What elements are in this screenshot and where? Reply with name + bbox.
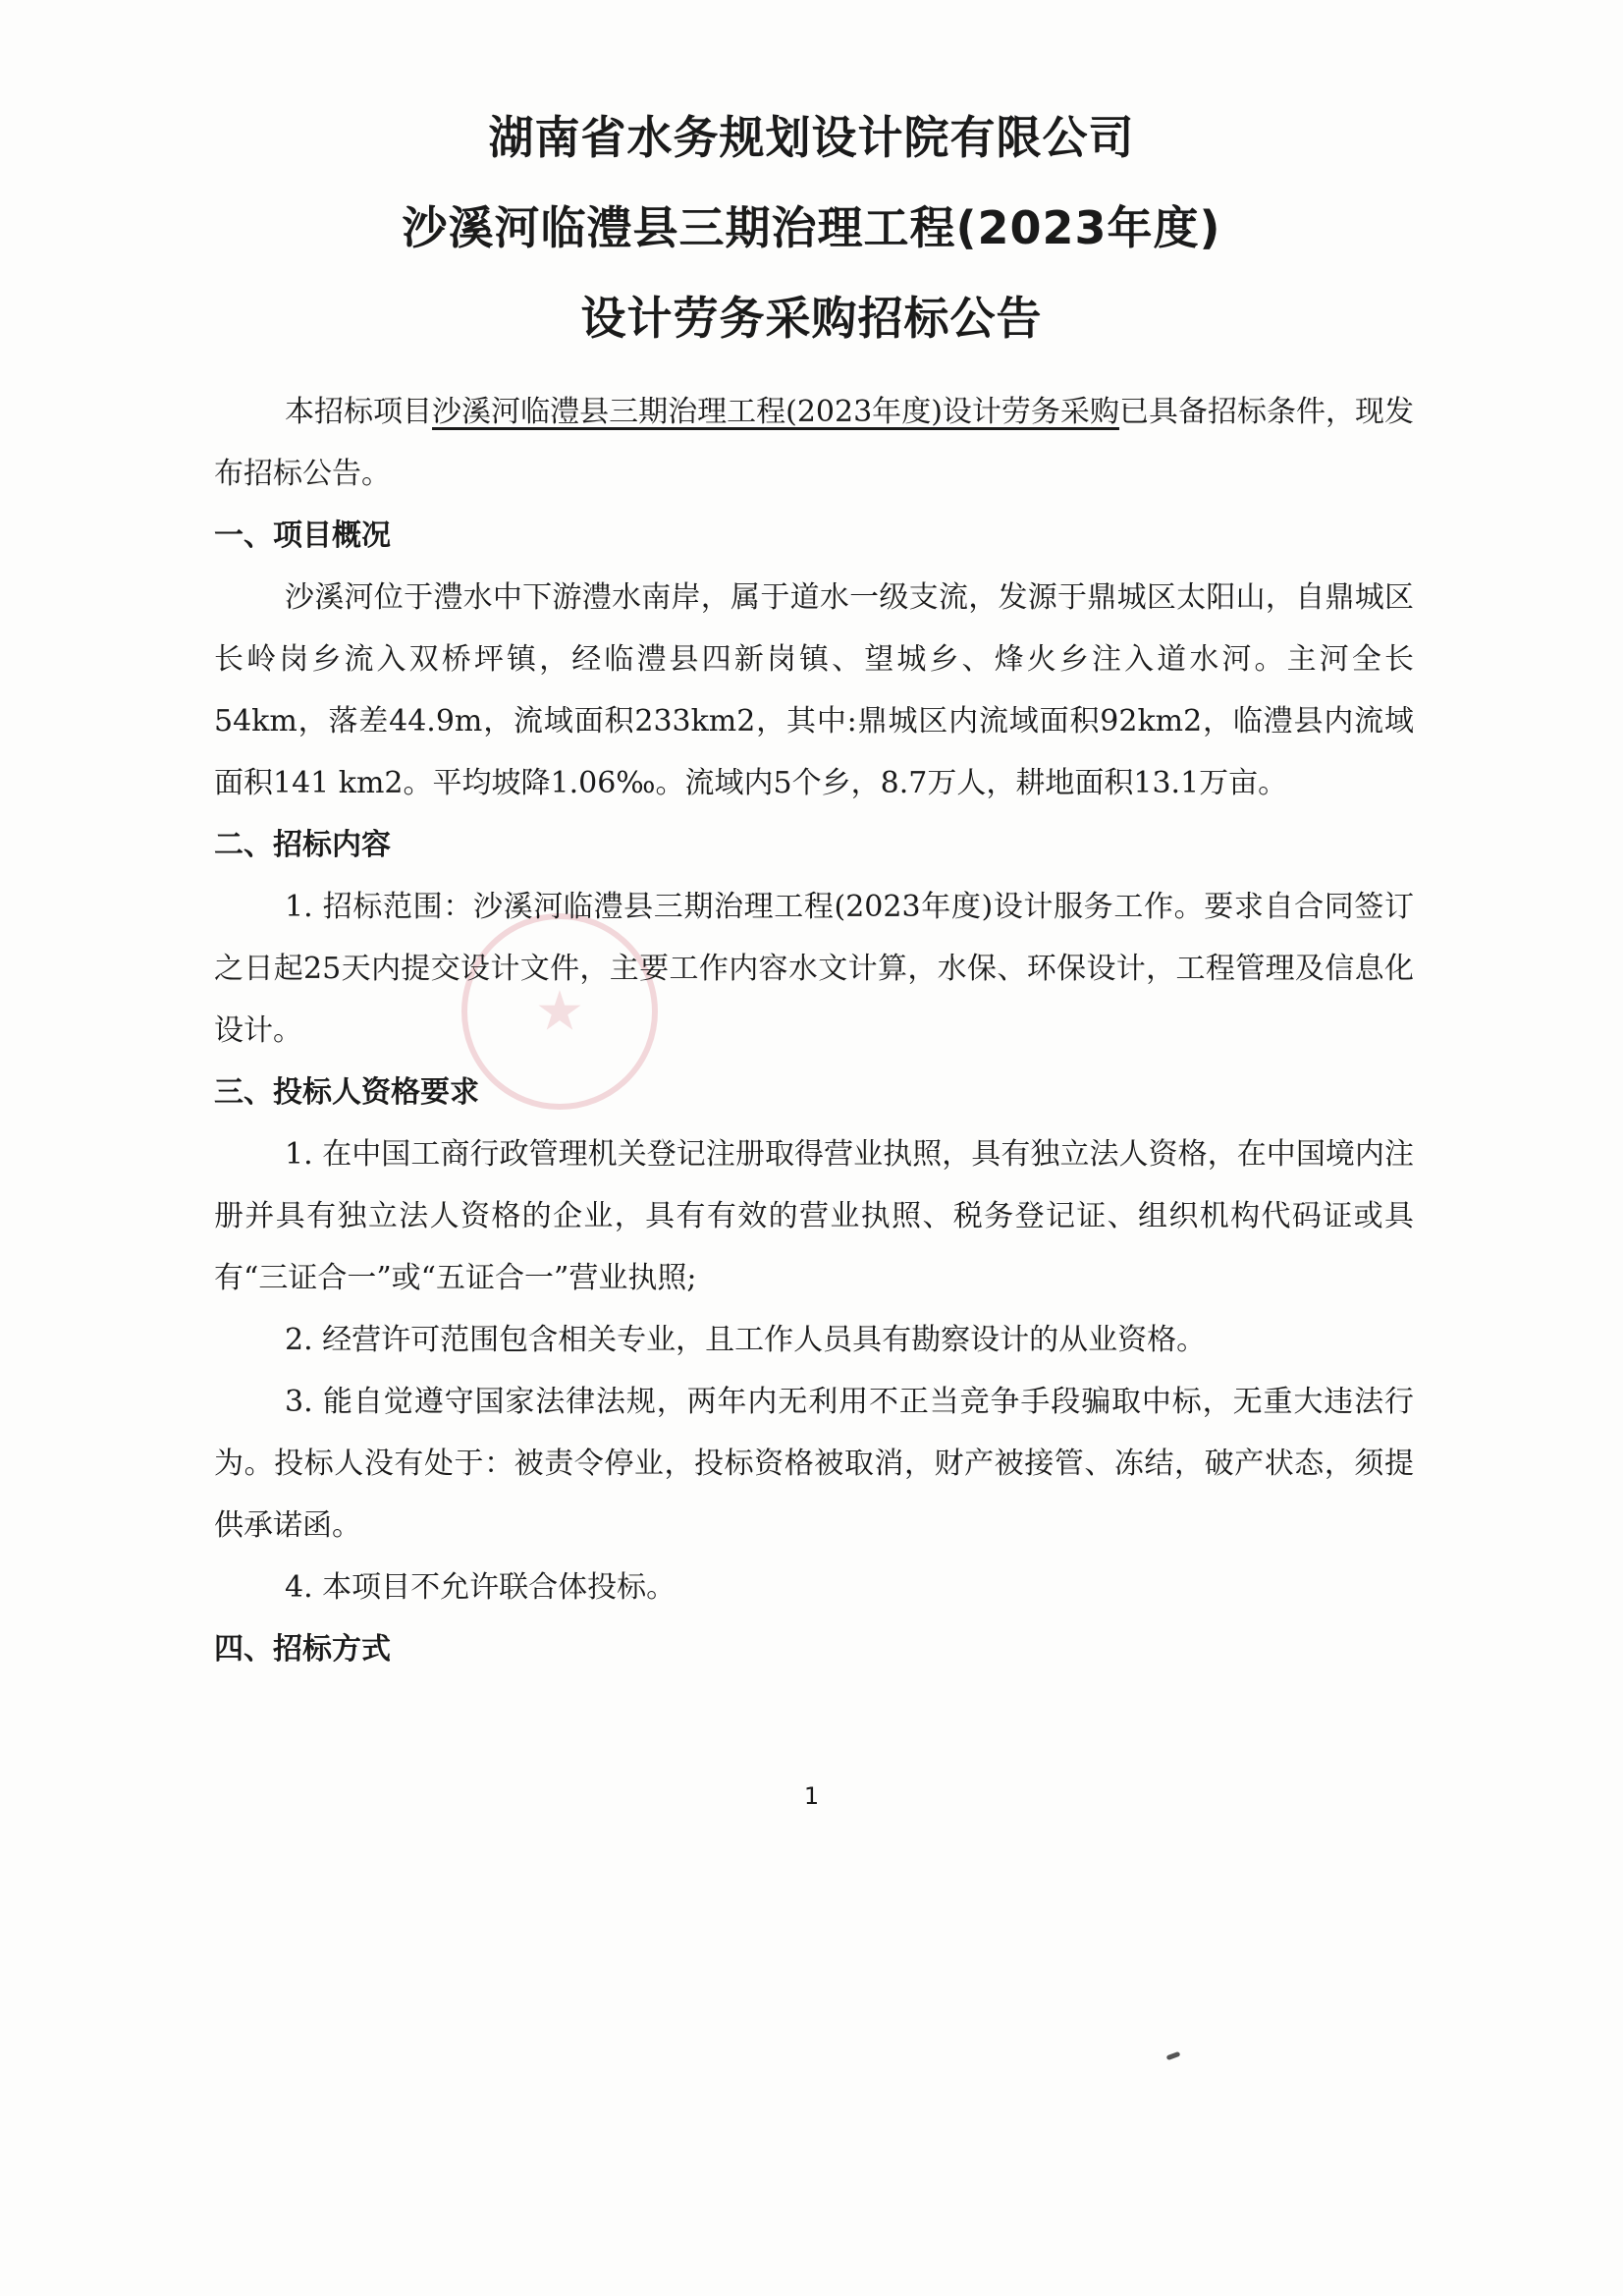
- title-company: 湖南省水务规划设计院有限公司: [488, 111, 1135, 164]
- seal-star-icon: ★: [534, 979, 585, 1044]
- section-heading-tender-method: 四、招标方式: [214, 1632, 391, 1667]
- section-heading-qualifications: 三、投标人资格要求: [214, 1075, 479, 1110]
- overview-paragraph: 沙溪河位于澧水中下游澧水南岸，属于道水一级支流，发源于鼎城区太阳山，自鼎城区长岭岗乡流入双桥坪镇，经临澧县四新岗镇、望城乡、烽火乡注入道水河。主河全长54km，落差44.9m，流域面积233km2，其中:鼎城区内流域面积92km2，临澧县内流域面积141 km2。平均坡降1.06‰。流域内5个乡，8.7万人，耕地面积13.1万亩。: [214, 580, 1414, 800]
- qualification-item-4: 4. 本项目不允许联合体投标。: [285, 1570, 676, 1605]
- section-heading-tender-content: 二、招标内容: [214, 828, 391, 862]
- tender-content-item-1: 1. 招标范围：沙溪河临澧县三期治理工程(2023年度)设计服务工作。要求自合同签订之日起25天内提交设计文件，主要工作内容水文计算，水保、环保设计，工程管理及信息化设计。: [214, 890, 1414, 1048]
- title-notice: 设计劳务采购招标公告: [580, 292, 1043, 345]
- intro-paragraph: [214, 381, 1414, 505]
- qualification-item-1: 1. 在中国工商行政管理机关登记注册取得营业执照，具有独立法人资格，在中国境内注册并具有独立法人资格的企业，具有有效的营业执照、税务登记证、组织机构代码证或具有“三证合一”或“五证合一”营业执照;: [214, 1137, 1414, 1295]
- title-project: 沙溪河临澧县三期治理工程(2023年度): [402, 201, 1221, 254]
- title-block: [0, 98, 1623, 369]
- scan-speck: [1166, 2051, 1181, 2060]
- page-number: 1: [803, 1782, 820, 1810]
- document-body: [214, 381, 1414, 1680]
- intro-prefix: 本招标项目: [285, 395, 433, 429]
- section-heading-overview: 一、项目概况: [214, 519, 391, 553]
- qualification-item-3: 3. 能自觉遵守国家法律法规，两年内无利用不正当竞争手段骗取中标，无重大违法行为。投标人没有处于：被责令停业，投标资格被取消，财产被接管、冻结，破产状态，须提供承诺函。: [214, 1385, 1414, 1543]
- qualification-item-2: 2. 经营许可范围包含相关专业，且工作人员具有勘察设计的从业资格。: [285, 1323, 1207, 1357]
- intro-project-name: 沙溪河临澧县三期治理工程(2023年度)设计劳务采购: [432, 395, 1119, 429]
- intro-suffix: 已具备招标条件，现发布招标公告。: [214, 395, 1415, 491]
